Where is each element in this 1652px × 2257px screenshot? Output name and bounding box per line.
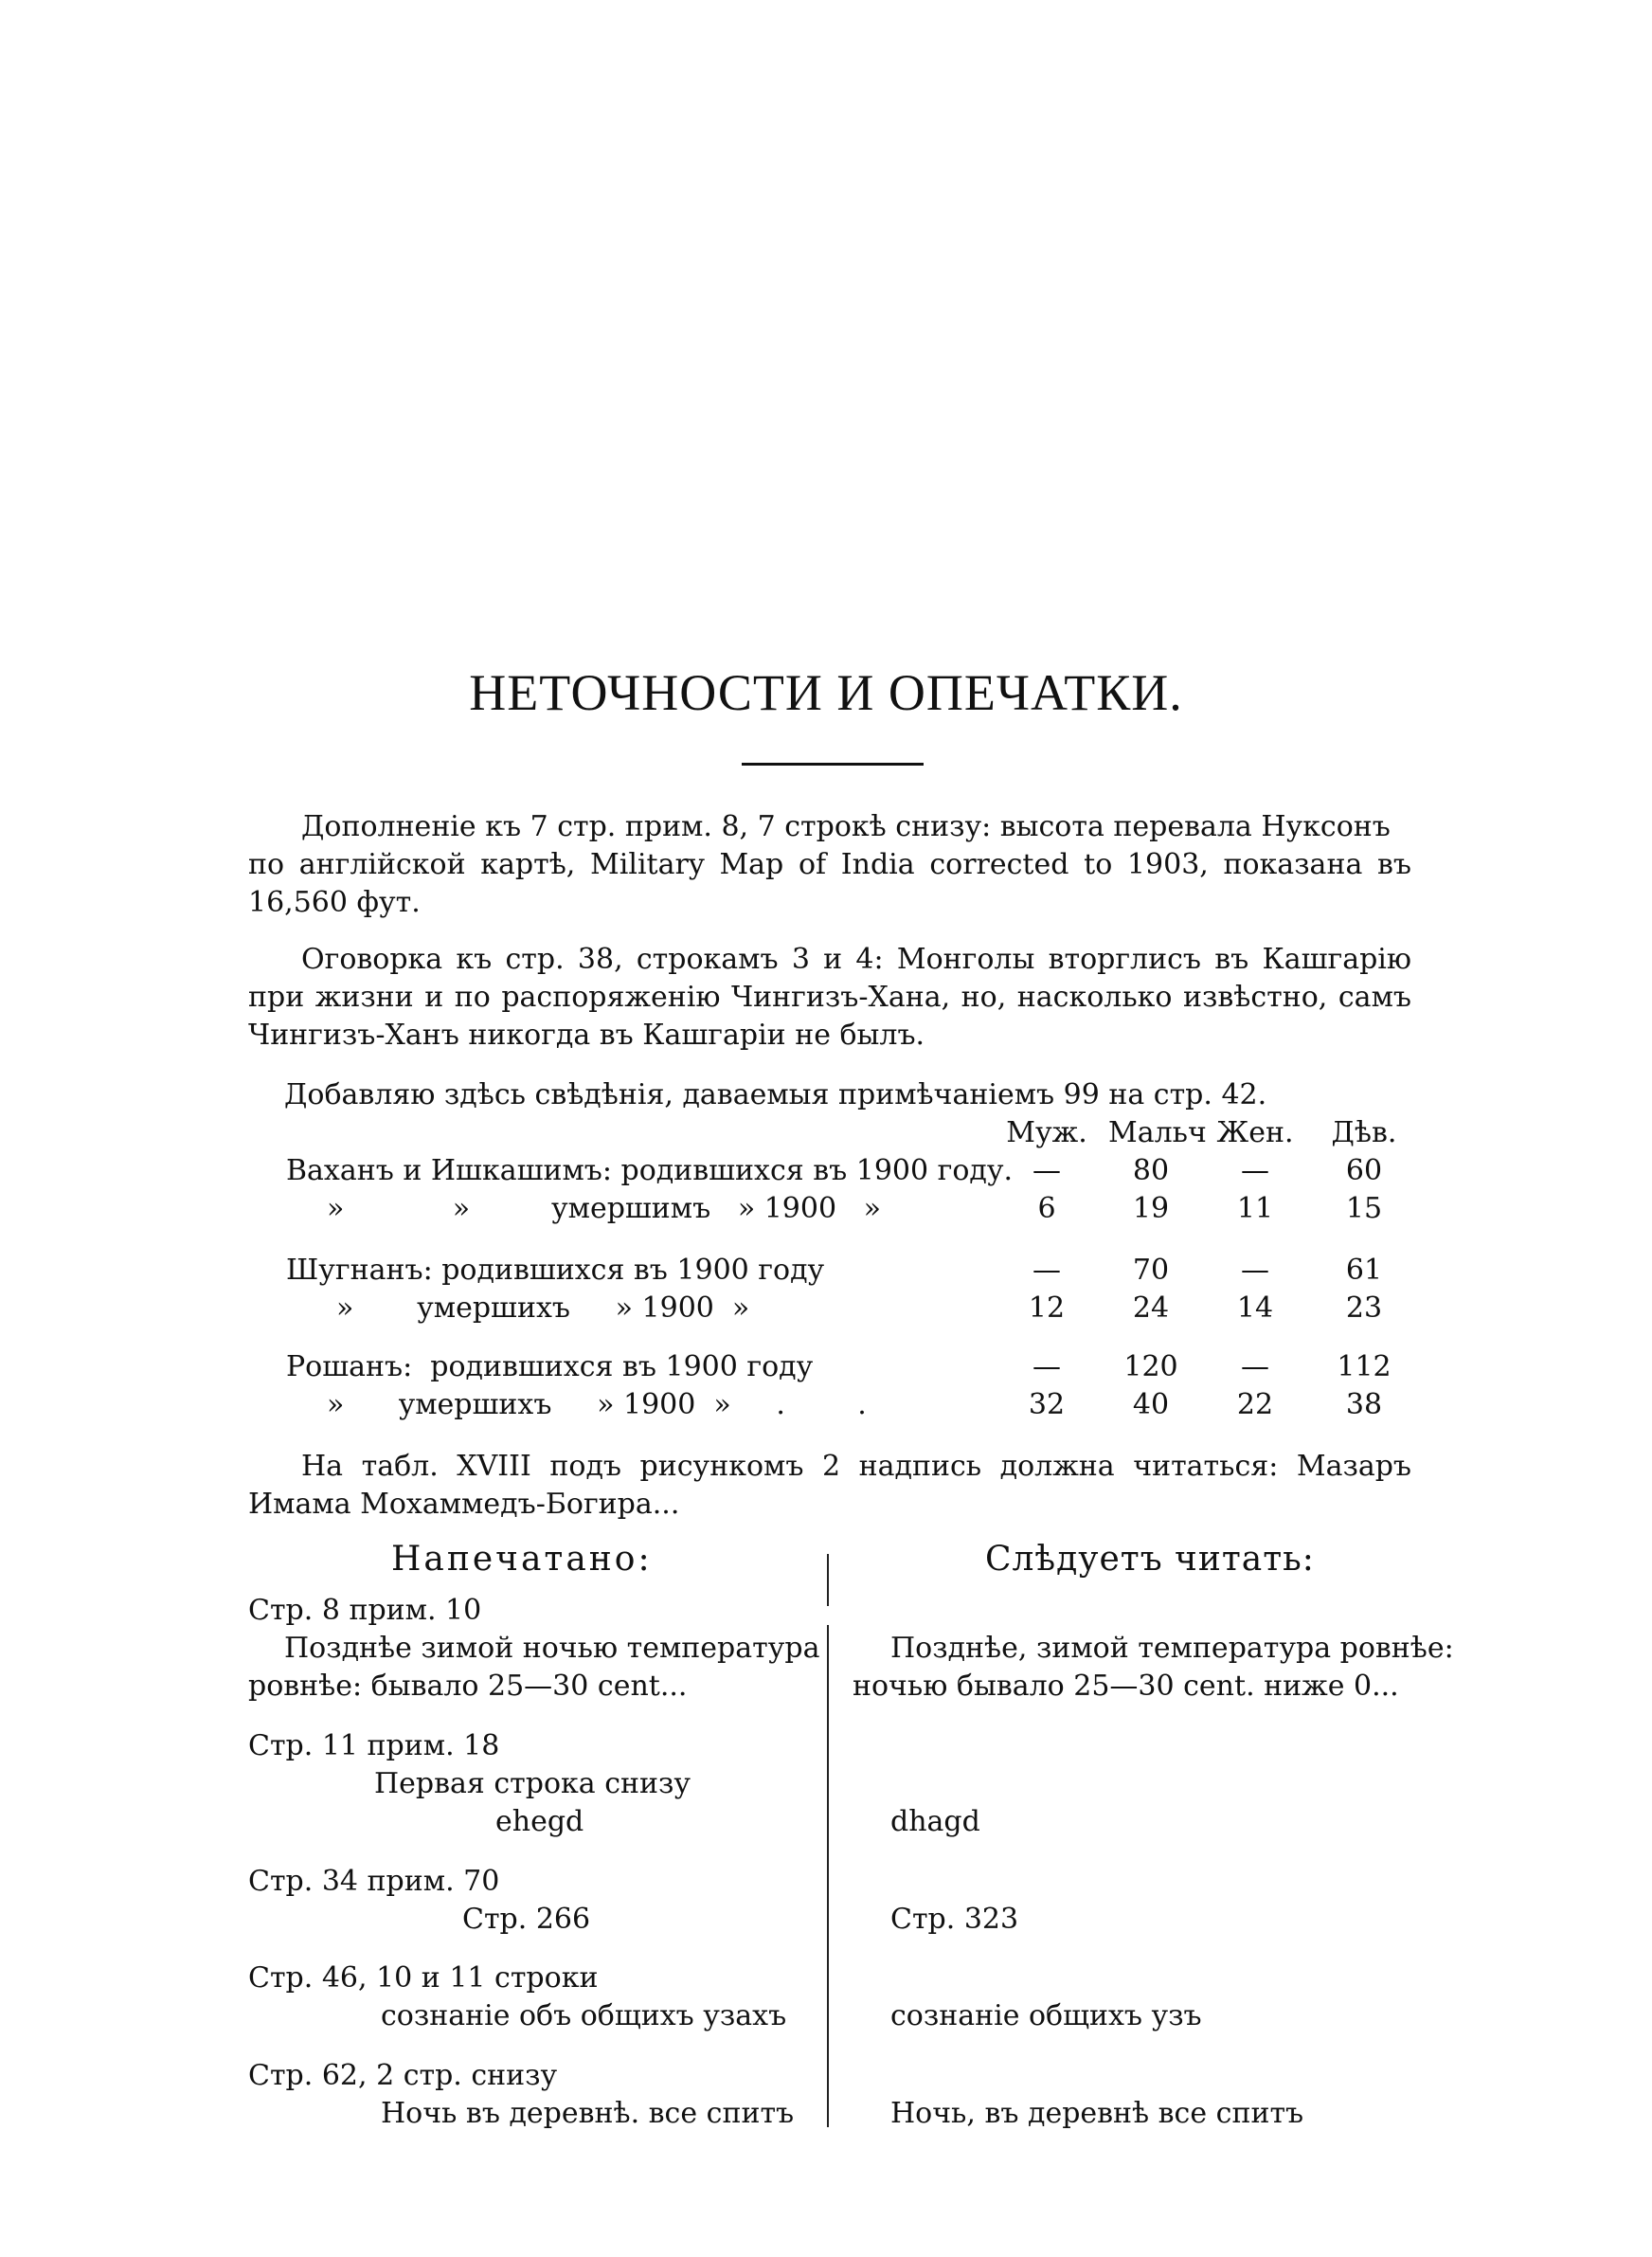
errata-correct: ночью бывало 25—30 cent. ниже 0... — [853, 1670, 1399, 1703]
errata-ref: Стр. 46, 10 и 11 строки — [248, 1961, 599, 1995]
table-cell: 11 — [1236, 1192, 1274, 1225]
errata-printed: Стр. 266 — [462, 1903, 591, 1936]
table-row-label: » умершихъ » 1900 » — [336, 1291, 750, 1325]
table-cell: 40 — [1132, 1388, 1170, 1421]
table-cell: 61 — [1345, 1254, 1383, 1287]
printed-header: Напечатано: — [391, 1540, 653, 1579]
table-row-label: Шугнанъ: родившихся въ 1900 году — [286, 1254, 825, 1287]
errata-ref: Стр. 11 прим. 18 — [248, 1729, 500, 1762]
errata-ref: Стр. 8 прим. 10 — [248, 1594, 482, 1627]
p1-line-3: 16,560 фут. — [248, 886, 421, 919]
errata-correct: dhagd — [890, 1805, 980, 1838]
errata-printed: ровнѣе: бывало 25—30 cent... — [248, 1670, 688, 1703]
table-cell: 70 — [1132, 1254, 1170, 1287]
errata-ref: Стр. 62, 2 стр. снизу — [248, 2059, 558, 2092]
p4-line-1: На табл. XVIII подъ рисункомъ 2 надпись должна читаться: Мазаръ — [301, 1450, 1411, 1483]
p3-line: Добавляю здѣсь свѣдѣнія, даваемыя примѣчаніемъ 99 на стр. 42. — [284, 1078, 1267, 1111]
table-cell: 23 — [1345, 1291, 1383, 1325]
table-cell: — — [1241, 1350, 1269, 1383]
table-cell: 80 — [1132, 1154, 1170, 1187]
errata-correct: сознаніе общихъ узъ — [890, 1999, 1202, 2032]
p1-line-1: Дополненіе къ 7 стр. прим. 8, 7 строкѣ снизу: высота перевала Нуксонъ — [301, 810, 1391, 843]
table-row-label: Ваханъ и Ишкашимъ: родившихся въ 1900 году. — [286, 1154, 1014, 1187]
p1-line-2: по англійской картѣ, Military Map of India corrected to 1903, показана въ — [248, 848, 1411, 881]
col-header-dev: Дѣв. — [1331, 1116, 1397, 1149]
column-divider — [827, 1625, 829, 2127]
table-cell: — — [1032, 1350, 1061, 1383]
table-cell: — — [1241, 1254, 1269, 1287]
errata-correct: Ночь, въ деревнѣ все спитъ — [890, 2097, 1304, 2130]
page-title: НЕТОЧНОСТИ И ОПЕЧАТКИ. — [469, 664, 1183, 721]
table-cell: 19 — [1132, 1192, 1170, 1225]
table-cell: — — [1032, 1154, 1061, 1187]
table-row-label: » » умершимъ » 1900 » — [327, 1192, 882, 1225]
table-cell: 112 — [1337, 1350, 1392, 1383]
table-cell: 120 — [1123, 1350, 1178, 1383]
table-cell: 22 — [1236, 1388, 1274, 1421]
table-cell: 32 — [1028, 1388, 1066, 1421]
table-cell: 6 — [1037, 1192, 1056, 1225]
table-cell: 60 — [1345, 1154, 1383, 1187]
errata-printed: сознаніе объ общихъ узахъ — [381, 1999, 787, 2032]
table-cell: 38 — [1345, 1388, 1383, 1421]
p2-line-2: при жизни и по распоряженію Чингизъ-Хана, но, насколько извѣстно, самъ — [248, 981, 1411, 1014]
errata-correct: Стр. 323 — [890, 1903, 1019, 1936]
table-cell: 14 — [1236, 1291, 1274, 1325]
errata-printed: ehegd — [495, 1805, 584, 1838]
col-header-muzh: Муж. — [1006, 1116, 1087, 1149]
table-row-label: Рошанъ: родившихся въ 1900 году — [286, 1350, 814, 1383]
errata-printed: Ночь въ деревнѣ. все спитъ — [381, 2097, 795, 2130]
col-header-malch: Мальч — [1108, 1116, 1207, 1149]
table-cell: 12 — [1028, 1291, 1066, 1325]
table-cell: — — [1241, 1154, 1269, 1187]
errata-printed: Позднѣе зимой ночью температура — [284, 1632, 820, 1665]
p2-line-3: Чингизъ-Ханъ никогда въ Кашгаріи не былъ. — [248, 1019, 925, 1052]
correct-header: Слѣдуетъ читать: — [985, 1540, 1315, 1579]
title-rule — [742, 763, 924, 766]
errata-ref: Стр. 34 прим. 70 — [248, 1865, 500, 1898]
column-divider-top — [827, 1554, 829, 1606]
table-cell: 24 — [1132, 1291, 1170, 1325]
errata-correct: Позднѣе, зимой температура ровнѣе: — [890, 1632, 1454, 1665]
table-cell: 15 — [1345, 1192, 1383, 1225]
col-header-zhen: Жен. — [1216, 1116, 1294, 1149]
table-row-label: » умершихъ » 1900 » . . — [327, 1388, 867, 1421]
table-cell: — — [1032, 1254, 1061, 1287]
p2-line-1: Оговорка къ стр. 38, строкамъ 3 и 4: Монголы вторглисъ въ Кашгарію — [301, 943, 1411, 976]
errata-printed: Первая строка снизу — [374, 1767, 691, 1800]
p4-line-2: Имама Мохаммедъ-Богира... — [248, 1488, 680, 1521]
